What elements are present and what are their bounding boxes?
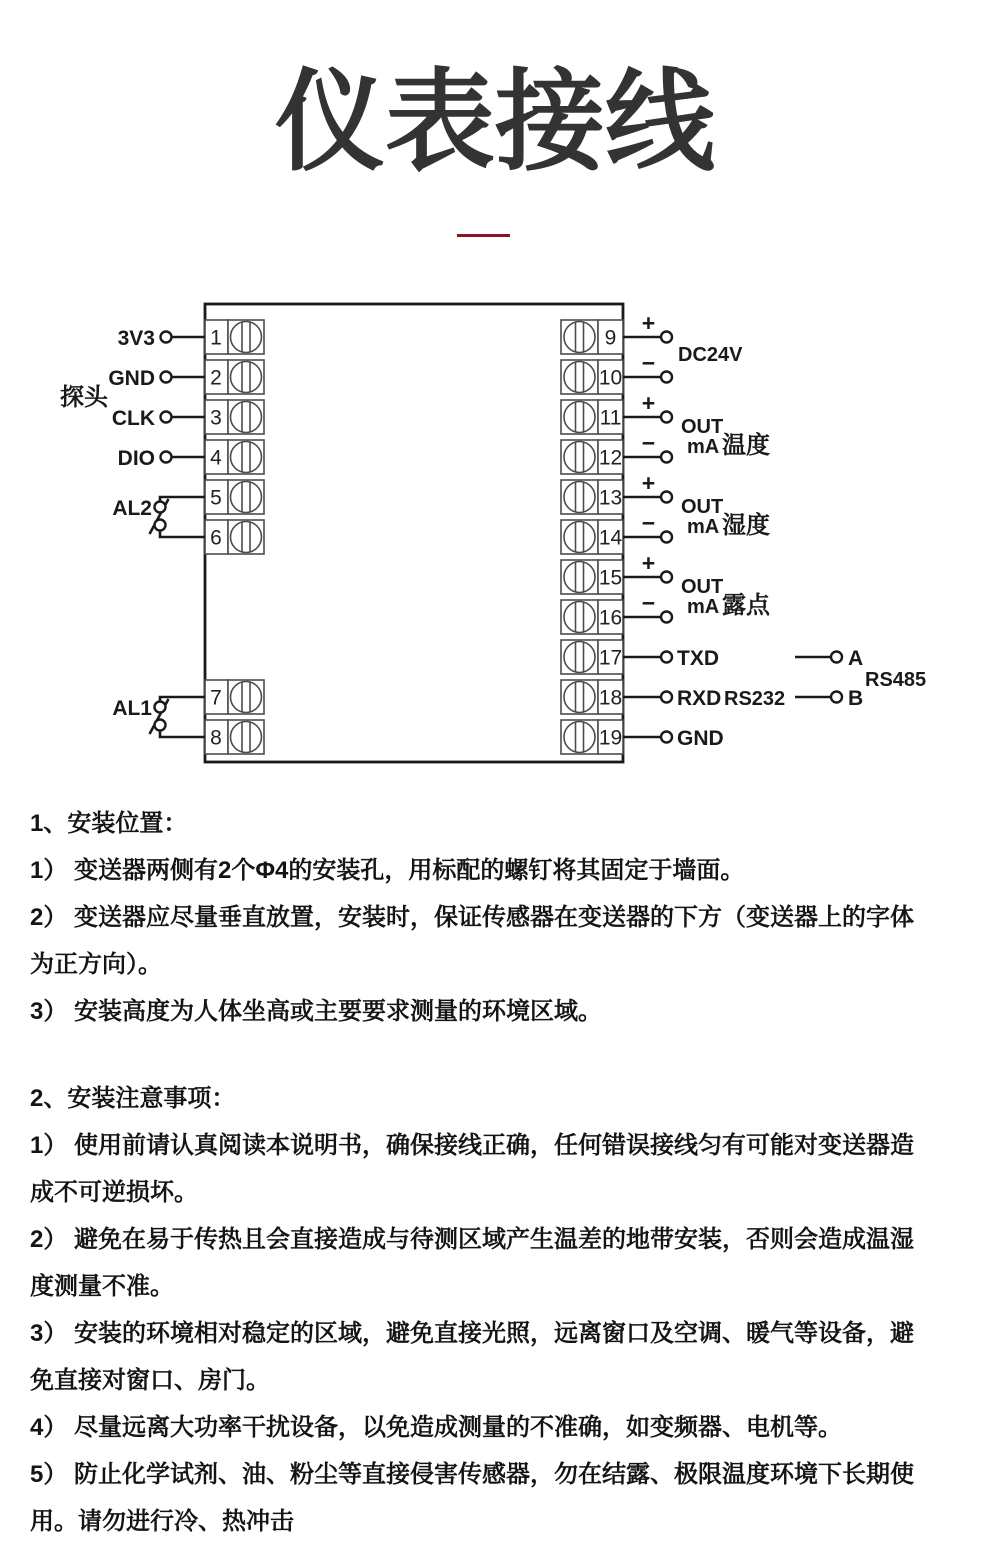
terminal-18 (561, 680, 721, 714)
section-item: 4） 尽量远离大功率干扰设备，以免造成测量的不准确，如变频器、电机等。 (30, 1414, 843, 1441)
terminal-number: 12 (598, 446, 623, 470)
alarm-switch-al1 (112, 697, 205, 737)
section-item: 2） 避免在易于传热且会直接造成与待测区域产生温差的地带安装，否则会造成温湿度测量不准。 (30, 1226, 915, 1300)
polarity-sign: + (641, 550, 656, 576)
rs485-b-label: B (848, 687, 864, 710)
connection-node (161, 332, 172, 343)
output-group-2 (681, 416, 770, 459)
terminal-6 (205, 520, 264, 554)
output-group-3 (681, 496, 770, 539)
output-group-1 (678, 344, 743, 366)
terminal-15 (561, 550, 672, 594)
section-item: 1） 使用前请认真阅读本说明书，确保接线正确，任何错误接线匀有可能对变送器造成不可逆损坏。 (30, 1132, 915, 1206)
switch-node (155, 502, 166, 513)
connection-node (661, 452, 672, 463)
terminal-9 (561, 310, 672, 354)
connection-node (161, 372, 172, 383)
wire (160, 731, 205, 738)
connection-node (661, 732, 672, 743)
rs485-label: RS485 (865, 669, 927, 691)
terminal-14 (561, 510, 672, 554)
polarity-sign: − (641, 430, 656, 456)
terminal-number: 11 (599, 406, 622, 430)
terminal-7 (205, 680, 264, 714)
connection-node (831, 692, 842, 703)
power-label: DC24V (678, 344, 743, 366)
section-item: 3） 安装高度为人体坐高或主要要求测量的环境区域。 (30, 998, 603, 1025)
section-item: 5） 防止化学试剂、油、粉尘等直接侵害传感器，勿在结露、极限温度环境下长期使用。请勿进行冷、热冲击 (30, 1461, 915, 1535)
terminal-16 (561, 590, 672, 634)
terminal-3 (112, 400, 264, 434)
connection-node (661, 532, 672, 543)
section-item: 3） 安装的环境相对稳定的区域，避免直接光照，远离窗口及空调、暖气等设备，避免直接对窗口、房门。 (30, 1320, 915, 1394)
wire (160, 531, 205, 538)
ma-label: mA (687, 596, 720, 618)
terminal-19 (561, 720, 724, 754)
connection-node (661, 572, 672, 583)
channel-label: 湿度 (722, 512, 770, 539)
terminal-1 (118, 320, 264, 354)
polarity-sign: + (641, 390, 656, 416)
pin-label: CLK (111, 407, 155, 430)
terminal-number: 4 (210, 446, 222, 470)
terminal-8 (205, 720, 264, 754)
connection-node (831, 652, 842, 663)
terminal-number: 8 (210, 726, 222, 750)
pin-label: 3V3 (117, 327, 155, 350)
rs485-a-label: A (848, 647, 864, 670)
polarity-sign: + (641, 470, 656, 496)
ma-label: mA (687, 516, 720, 538)
polarity-sign: − (641, 350, 656, 376)
connection-node (661, 652, 672, 663)
connection-node (661, 692, 672, 703)
alarm-switch-al2 (112, 497, 205, 537)
notes-section-1 (30, 800, 926, 1035)
ma-label: mA (687, 436, 720, 458)
terminal-number: 10 (598, 366, 623, 390)
connection-node (661, 612, 672, 623)
connection-node (661, 412, 672, 423)
terminal-number: 13 (598, 486, 623, 510)
output-group-4 (681, 576, 771, 619)
channel-label: 露点 (722, 592, 770, 619)
pin-label: RXD (677, 687, 722, 710)
pin-label: GND (108, 367, 155, 390)
connection-node (661, 372, 672, 383)
comm-block (724, 647, 926, 710)
connection-node (161, 452, 172, 463)
connection-node (661, 332, 672, 343)
probe-label: 探头 (60, 384, 108, 411)
terminal-number: 7 (210, 686, 222, 710)
rs232-label: RS232 (724, 688, 786, 710)
terminal-17 (561, 640, 719, 674)
terminal-number: 5 (210, 486, 222, 510)
terminal-number: 17 (598, 646, 623, 670)
alarm-label: AL2 (112, 497, 152, 520)
wiring-diagram (0, 295, 990, 800)
polarity-sign: − (641, 510, 656, 536)
section-heading: 2、安装注意事项： (30, 1085, 236, 1112)
out-label: OUT (681, 576, 724, 598)
terminal-12 (561, 430, 672, 474)
switch-node (155, 720, 166, 731)
title-underline-decoration (457, 234, 510, 237)
terminal-number: 19 (598, 726, 623, 750)
section-item: 2） 变送器应尽量垂直放置，安装时，保证传感器在变送器的下方（变送器上的字体为正方向）。 (30, 904, 915, 978)
terminal-2 (108, 360, 264, 394)
terminal-number: 6 (210, 526, 222, 550)
switch-node (155, 520, 166, 531)
connection-node (161, 412, 172, 423)
terminal-number: 1 (210, 326, 222, 350)
connection-node (661, 492, 672, 503)
pin-label: TXD (677, 647, 719, 670)
terminal-13 (561, 470, 672, 514)
out-label: OUT (681, 416, 724, 438)
notes-section-2 (30, 1075, 926, 1545)
section-heading: 1、安装位置： (30, 810, 188, 837)
terminal-number: 16 (598, 606, 623, 630)
terminal-11 (561, 390, 672, 434)
alarm-label: AL1 (112, 697, 152, 720)
polarity-sign: + (641, 310, 656, 336)
polarity-sign: − (641, 590, 656, 616)
terminal-number: 2 (210, 366, 222, 390)
pin-label: DIO (117, 447, 155, 470)
terminal-number: 18 (598, 686, 623, 710)
page-title: 仪表接线 (275, 61, 715, 184)
terminal-10 (561, 350, 672, 394)
terminal-number: 15 (598, 566, 623, 590)
out-label: OUT (681, 496, 724, 518)
terminal-number: 3 (210, 406, 222, 430)
channel-label: 温度 (722, 432, 770, 459)
installation-notes (30, 800, 926, 1545)
terminal-number: 9 (604, 326, 617, 350)
terminal-number: 14 (598, 526, 623, 550)
terminal-4 (118, 440, 264, 474)
pin-label: GND (677, 727, 724, 750)
terminal-5 (205, 480, 264, 514)
section-item: 1） 变送器两侧有2个Φ4的安装孔，用标配的螺钉将其固定于墙面。 (30, 857, 745, 884)
switch-node (155, 702, 166, 713)
